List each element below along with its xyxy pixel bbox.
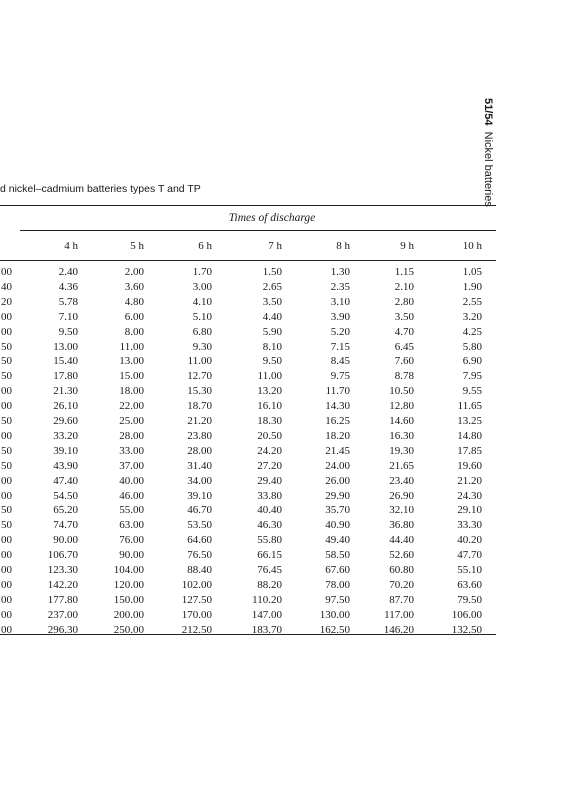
table-cell: 47.40 [53, 474, 78, 487]
table-cell: 7.10 [58, 310, 78, 323]
table-cell: 2.40 [58, 266, 78, 278]
table-cell: 63.60 [457, 578, 482, 591]
table-cell: 2.35 [330, 280, 350, 293]
table-cell: 70.20 [389, 578, 414, 591]
table-cell: 4.80 [124, 295, 144, 308]
table-cell: 50 [1, 340, 12, 353]
table-cell: 2.00 [124, 266, 144, 278]
table-cell: 5.90 [262, 325, 282, 338]
table-cell: 21.45 [325, 444, 350, 457]
table-cell: 54.50 [53, 489, 78, 502]
table-bottom-rule [0, 634, 496, 635]
table-cell: 7.60 [394, 355, 414, 368]
table-cell: 88.40 [187, 564, 212, 576]
section-title: Nickel batteries [482, 131, 494, 207]
table-cell: 24.20 [257, 444, 282, 457]
table-cell: 9.30 [192, 340, 212, 353]
table-cell: 13.00 [119, 355, 144, 368]
table-cell: 90.00 [53, 534, 78, 547]
table-cell: 46.00 [119, 489, 144, 502]
table-cell: 66.15 [257, 549, 282, 562]
table-cell: 147.00 [251, 608, 282, 621]
table-cell: 18.20 [325, 429, 350, 442]
table-cell: 12.70 [187, 370, 212, 383]
table-cell: 15.30 [187, 385, 212, 398]
table-cell: 2.10 [394, 280, 414, 293]
table-cell: 00 [1, 385, 12, 398]
table-cell: 79.50 [457, 593, 482, 606]
table-cell: 00 [1, 608, 12, 621]
table-cell: 15.00 [119, 370, 144, 383]
table-cell: 44.40 [389, 534, 414, 547]
table-cell: 7.95 [462, 370, 482, 383]
table-cell: 7.15 [330, 340, 350, 353]
table-cell: 3.20 [462, 310, 482, 323]
table-cell: 18.00 [119, 385, 144, 398]
table-cell: 27.20 [257, 459, 282, 472]
table-cell: 39.10 [187, 489, 212, 502]
table-cell: 3.50 [394, 310, 414, 323]
table-cell: 6.80 [192, 325, 212, 338]
table-cell: 20.50 [257, 429, 282, 442]
table-cell: 58.50 [325, 549, 350, 562]
table-cell: 29.90 [325, 489, 350, 502]
table-cell: 97.50 [325, 593, 350, 606]
table-cell: 4.36 [58, 280, 78, 293]
table-cell: 43.90 [53, 459, 78, 472]
table-cell: 14.80 [457, 429, 482, 442]
table-cell: 120.00 [113, 578, 144, 591]
table-cell: 127.50 [181, 593, 212, 606]
table-cell: 123.30 [47, 564, 78, 576]
table-cell: 34.00 [187, 474, 212, 487]
table-cell: 50 [1, 415, 12, 427]
table-cell: 50 [1, 504, 12, 517]
table-cell: 00 [1, 593, 12, 606]
page-number: 51/54 [482, 98, 494, 126]
table-cell: 6.00 [124, 310, 144, 323]
table-cell: 00 [1, 325, 12, 338]
table-cell: 64.60 [187, 534, 212, 547]
column-header: 6 h [198, 240, 212, 252]
table-cell: 250.00 [113, 623, 144, 636]
running-head [478, 98, 494, 207]
table-cell: 47.70 [457, 549, 482, 562]
table-cell: 150.00 [113, 593, 144, 606]
table-cell: 40.40 [257, 504, 282, 517]
table-cell: 11.00 [257, 370, 282, 383]
table-cell: 106.70 [47, 549, 78, 562]
table-cell: 21.65 [389, 459, 414, 472]
table-cell: 29.40 [257, 474, 282, 487]
table-cell: 162.50 [319, 623, 350, 636]
table-cell: 11.00 [119, 340, 144, 353]
table-cell: 3.00 [192, 280, 212, 293]
table-cell: 16.30 [389, 429, 414, 442]
table-cell: 23.40 [389, 474, 414, 487]
table-cell: 55.80 [257, 534, 282, 547]
table-cell: 74.70 [53, 519, 78, 532]
table-cell: 88.20 [257, 578, 282, 591]
table-cell: 52.60 [389, 549, 414, 562]
table-cell: 50 [1, 355, 12, 368]
table-top-rule [0, 205, 496, 206]
table-cell: 19.30 [389, 444, 414, 457]
table-cell: 104.00 [113, 564, 144, 576]
table-cell: 55.10 [457, 564, 482, 576]
table-cell: 13.25 [457, 415, 482, 427]
table-cell: 53.50 [187, 519, 212, 532]
table-cell: 1.50 [262, 266, 282, 278]
table-cell: 90.00 [119, 549, 144, 562]
table-cell: 13.00 [53, 340, 78, 353]
table-cell: 200.00 [113, 608, 144, 621]
table-cell: 21.20 [457, 474, 482, 487]
group-header: Times of discharge [228, 212, 316, 224]
table-cell: 00 [1, 489, 12, 502]
table-cell: 37.00 [119, 459, 144, 472]
table-cell: 1.70 [192, 266, 212, 278]
table-cell: 3.10 [330, 295, 350, 308]
table-cell: 296.30 [47, 623, 78, 636]
table-cell: 00 [1, 310, 12, 323]
table-cell: 29.60 [53, 415, 78, 427]
table-cell: 76.50 [187, 549, 212, 562]
column-header: 9 h [400, 240, 414, 252]
table-cell: 00 [1, 623, 12, 636]
table-cell: 1.05 [462, 266, 482, 278]
table-cell: 8.45 [330, 355, 350, 368]
table-cell: 76.45 [257, 564, 282, 576]
table-cell: 5.80 [462, 340, 482, 353]
table-cell: 9.50 [262, 355, 282, 368]
table-cell: 9.75 [330, 370, 350, 383]
table-cell: 4.25 [462, 325, 482, 338]
table-cell: 40.20 [457, 534, 482, 547]
table-cell: 36.80 [389, 519, 414, 532]
table-cell: 46.70 [187, 504, 212, 517]
group-header-rule [20, 230, 496, 231]
table-cell: 20 [1, 295, 12, 308]
column-header: 7 h [268, 240, 282, 252]
table-cell: 17.80 [53, 370, 78, 383]
table-cell: 24.30 [457, 489, 482, 502]
table-cell: 00 [1, 534, 12, 547]
table-cell: 6.90 [462, 355, 482, 368]
table-cell: 35.70 [325, 504, 350, 517]
table-cell: 9.50 [58, 325, 78, 338]
column-header: 10 h [462, 240, 482, 252]
table-cell: 23.80 [187, 429, 212, 442]
table-cell: 3.90 [330, 310, 350, 323]
table-cell: 32.10 [389, 504, 414, 517]
table-cell: 40.00 [119, 474, 144, 487]
table-cell: 50 [1, 459, 12, 472]
table-cell: 11.70 [325, 385, 350, 398]
table-cell: 40 [1, 280, 12, 293]
table-cell: 1.90 [462, 280, 482, 293]
table-cell: 00 [1, 266, 12, 278]
table-cell: 2.55 [462, 295, 482, 308]
table-cell: 00 [1, 400, 12, 413]
table-cell: 8.10 [262, 340, 282, 353]
table-cell: 11.00 [187, 355, 212, 368]
table-cell: 00 [1, 578, 12, 591]
table-cell: 39.10 [53, 444, 78, 457]
table-cell: 170.00 [181, 608, 212, 621]
table-cell: 28.00 [187, 444, 212, 457]
table-cell: 31.40 [187, 459, 212, 472]
table-cell: 183.70 [251, 623, 282, 636]
table-cell: 5.20 [330, 325, 350, 338]
table-cell: 28.00 [119, 429, 144, 442]
column-header: 5 h [130, 240, 144, 252]
table-cell: 11.65 [457, 400, 482, 413]
table-cell: 6.45 [394, 340, 414, 353]
table-cell: 67.60 [325, 564, 350, 576]
table-cell: 00 [1, 429, 12, 442]
table-cell: 9.55 [462, 385, 482, 398]
table-cell: 78.00 [325, 578, 350, 591]
table-cell: 22.00 [119, 400, 144, 413]
table-cell: 21.20 [187, 415, 212, 427]
table-cell: 237.00 [47, 608, 78, 621]
table-cell: 212.50 [181, 623, 212, 636]
table-cell: 14.60 [389, 415, 414, 427]
column-header: 8 h [336, 240, 350, 252]
table-cell: 8.00 [124, 325, 144, 338]
table-cell: 146.20 [383, 623, 414, 636]
table-cell: 1.15 [394, 266, 414, 278]
table-cell: 8.78 [394, 370, 414, 383]
table-cell: 40.90 [325, 519, 350, 532]
table-cell: 18.30 [257, 415, 282, 427]
table-cell: 106.00 [451, 608, 482, 621]
table-cell: 00 [1, 564, 12, 576]
table-cell: 24.00 [325, 459, 350, 472]
table-cell: 15.40 [53, 355, 78, 368]
table-cell: 4.70 [394, 325, 414, 338]
table-cell: 5.10 [192, 310, 212, 323]
table-cell: 16.25 [325, 415, 350, 427]
table-cell: 33.20 [53, 429, 78, 442]
table-cell: 00 [1, 549, 12, 562]
table-cell: 46.30 [257, 519, 282, 532]
table-cell: 50 [1, 370, 12, 383]
table-cell: 87.70 [389, 593, 414, 606]
table-cell: 55.00 [119, 504, 144, 517]
table-cell: 60.80 [389, 564, 414, 576]
table-cell: 130.00 [319, 608, 350, 621]
table-cell: 4.40 [262, 310, 282, 323]
table-cell: 65.20 [53, 504, 78, 517]
table-cell: 2.65 [262, 280, 282, 293]
table-caption: d nickel–cadmium batteries types T and TP [0, 183, 201, 195]
table-cell: 76.00 [119, 534, 144, 547]
table-cell: 10.50 [389, 385, 414, 398]
table-cell: 50 [1, 444, 12, 457]
table-cell: 4.10 [192, 295, 212, 308]
table-cell: 177.80 [47, 593, 78, 606]
table-cell: 63.00 [119, 519, 144, 532]
table-cell: 19.60 [457, 459, 482, 472]
table-cell: 33.00 [119, 444, 144, 457]
table-cell: 3.60 [124, 280, 144, 293]
table-cell: 1.30 [330, 266, 350, 278]
table-cell: 33.80 [257, 489, 282, 502]
table-cell: 26.90 [389, 489, 414, 502]
table-cell: 3.50 [262, 295, 282, 308]
table-cell: 50 [1, 519, 12, 532]
table-cell: 17.85 [457, 444, 482, 457]
table-cell: 25.00 [119, 415, 144, 427]
table-cell: 12.80 [389, 400, 414, 413]
table-cell: 18.70 [187, 400, 212, 413]
table-cell: 132.50 [451, 623, 482, 636]
header-bottom-rule [0, 260, 496, 261]
table-cell: 117.00 [384, 608, 414, 621]
table-cell: 13.20 [257, 385, 282, 398]
table-cell: 00 [1, 474, 12, 487]
table-cell: 142.20 [47, 578, 78, 591]
table-cell: 21.30 [53, 385, 78, 398]
table-cell: 49.40 [325, 534, 350, 547]
table-cell: 33.30 [457, 519, 482, 532]
table-cell: 102.00 [181, 578, 212, 591]
table-cell: 16.10 [257, 400, 282, 413]
table-cell: 110.20 [252, 593, 282, 606]
table-cell: 2.80 [394, 295, 414, 308]
table-cell: 26.10 [53, 400, 78, 413]
column-header: 4 h [64, 240, 78, 252]
table-cell: 29.10 [457, 504, 482, 517]
table-cell: 14.30 [325, 400, 350, 413]
table-cell: 26.00 [325, 474, 350, 487]
table-cell: 5.78 [58, 295, 78, 308]
